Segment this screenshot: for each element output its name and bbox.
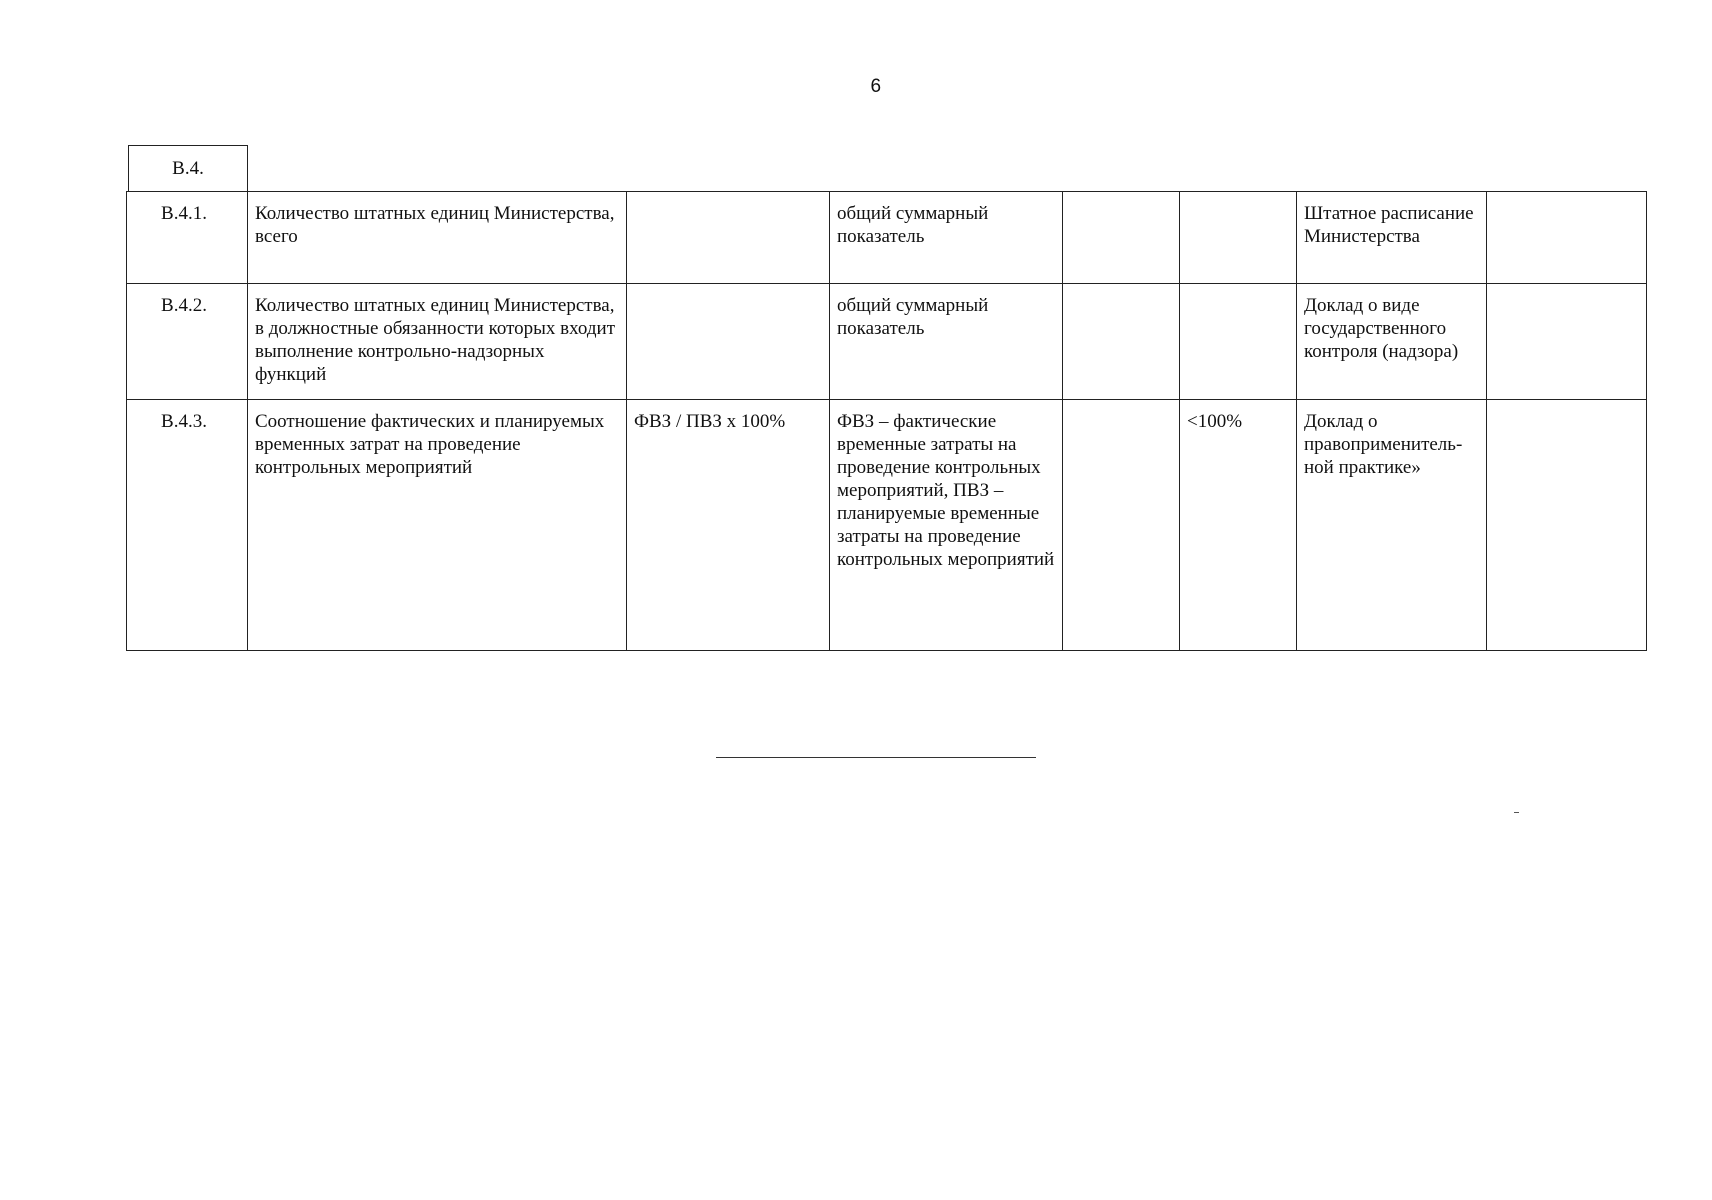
indicator-formula (627, 192, 830, 284)
indicator-source: Штатное расписание Министерства (1297, 192, 1487, 284)
indicator-col8 (1487, 192, 1647, 284)
indicator-code: В.4.3. (127, 400, 248, 651)
indicator-name: Количество штатных единиц Министерства, в должностные обязанности которых входит выполнение контрольно-надзорных функций (248, 284, 627, 400)
indicators-table (126, 191, 1647, 651)
indicator-target: <100% (1180, 400, 1297, 651)
indicator-source: Доклад о правоприменитель-ной практике» (1297, 400, 1487, 651)
table-row (127, 400, 1647, 651)
indicator-code: В.4.1. (127, 192, 248, 284)
indicator-target (1180, 192, 1297, 284)
indicator-col5 (1063, 284, 1180, 400)
table-row (127, 284, 1647, 400)
indicator-comment: общий суммарный показатель (830, 192, 1063, 284)
indicator-target (1180, 284, 1297, 400)
end-of-document-rule (716, 757, 1036, 758)
page-number: 6 (870, 76, 882, 97)
indicator-col5 (1063, 400, 1180, 651)
indicator-comment: общий суммарный показатель (830, 284, 1063, 400)
indicator-source: Доклад о виде государственного контроля (надзора) (1297, 284, 1487, 400)
indicator-name: Соотношение фактических и планируемых временных затрат на проведение контрольных мероприятий (248, 400, 627, 651)
section-code-cell: В.4. (128, 145, 248, 192)
indicator-col8 (1487, 284, 1647, 400)
indicator-name: Количество штатных единиц Министерства, всего (248, 192, 627, 284)
indicator-formula (627, 284, 830, 400)
indicator-comment: ФВЗ – фактические временные затраты на проведение контрольных мероприятий, ПВЗ – планируемые временные затраты на проведение контрольных мероприятий (830, 400, 1063, 651)
scan-mark (1514, 812, 1519, 813)
indicator-col5 (1063, 192, 1180, 284)
indicator-col8 (1487, 400, 1647, 651)
table-row (127, 192, 1647, 284)
indicator-formula: ФВЗ / ПВЗ x 100% (627, 400, 830, 651)
indicator-code: В.4.2. (127, 284, 248, 400)
